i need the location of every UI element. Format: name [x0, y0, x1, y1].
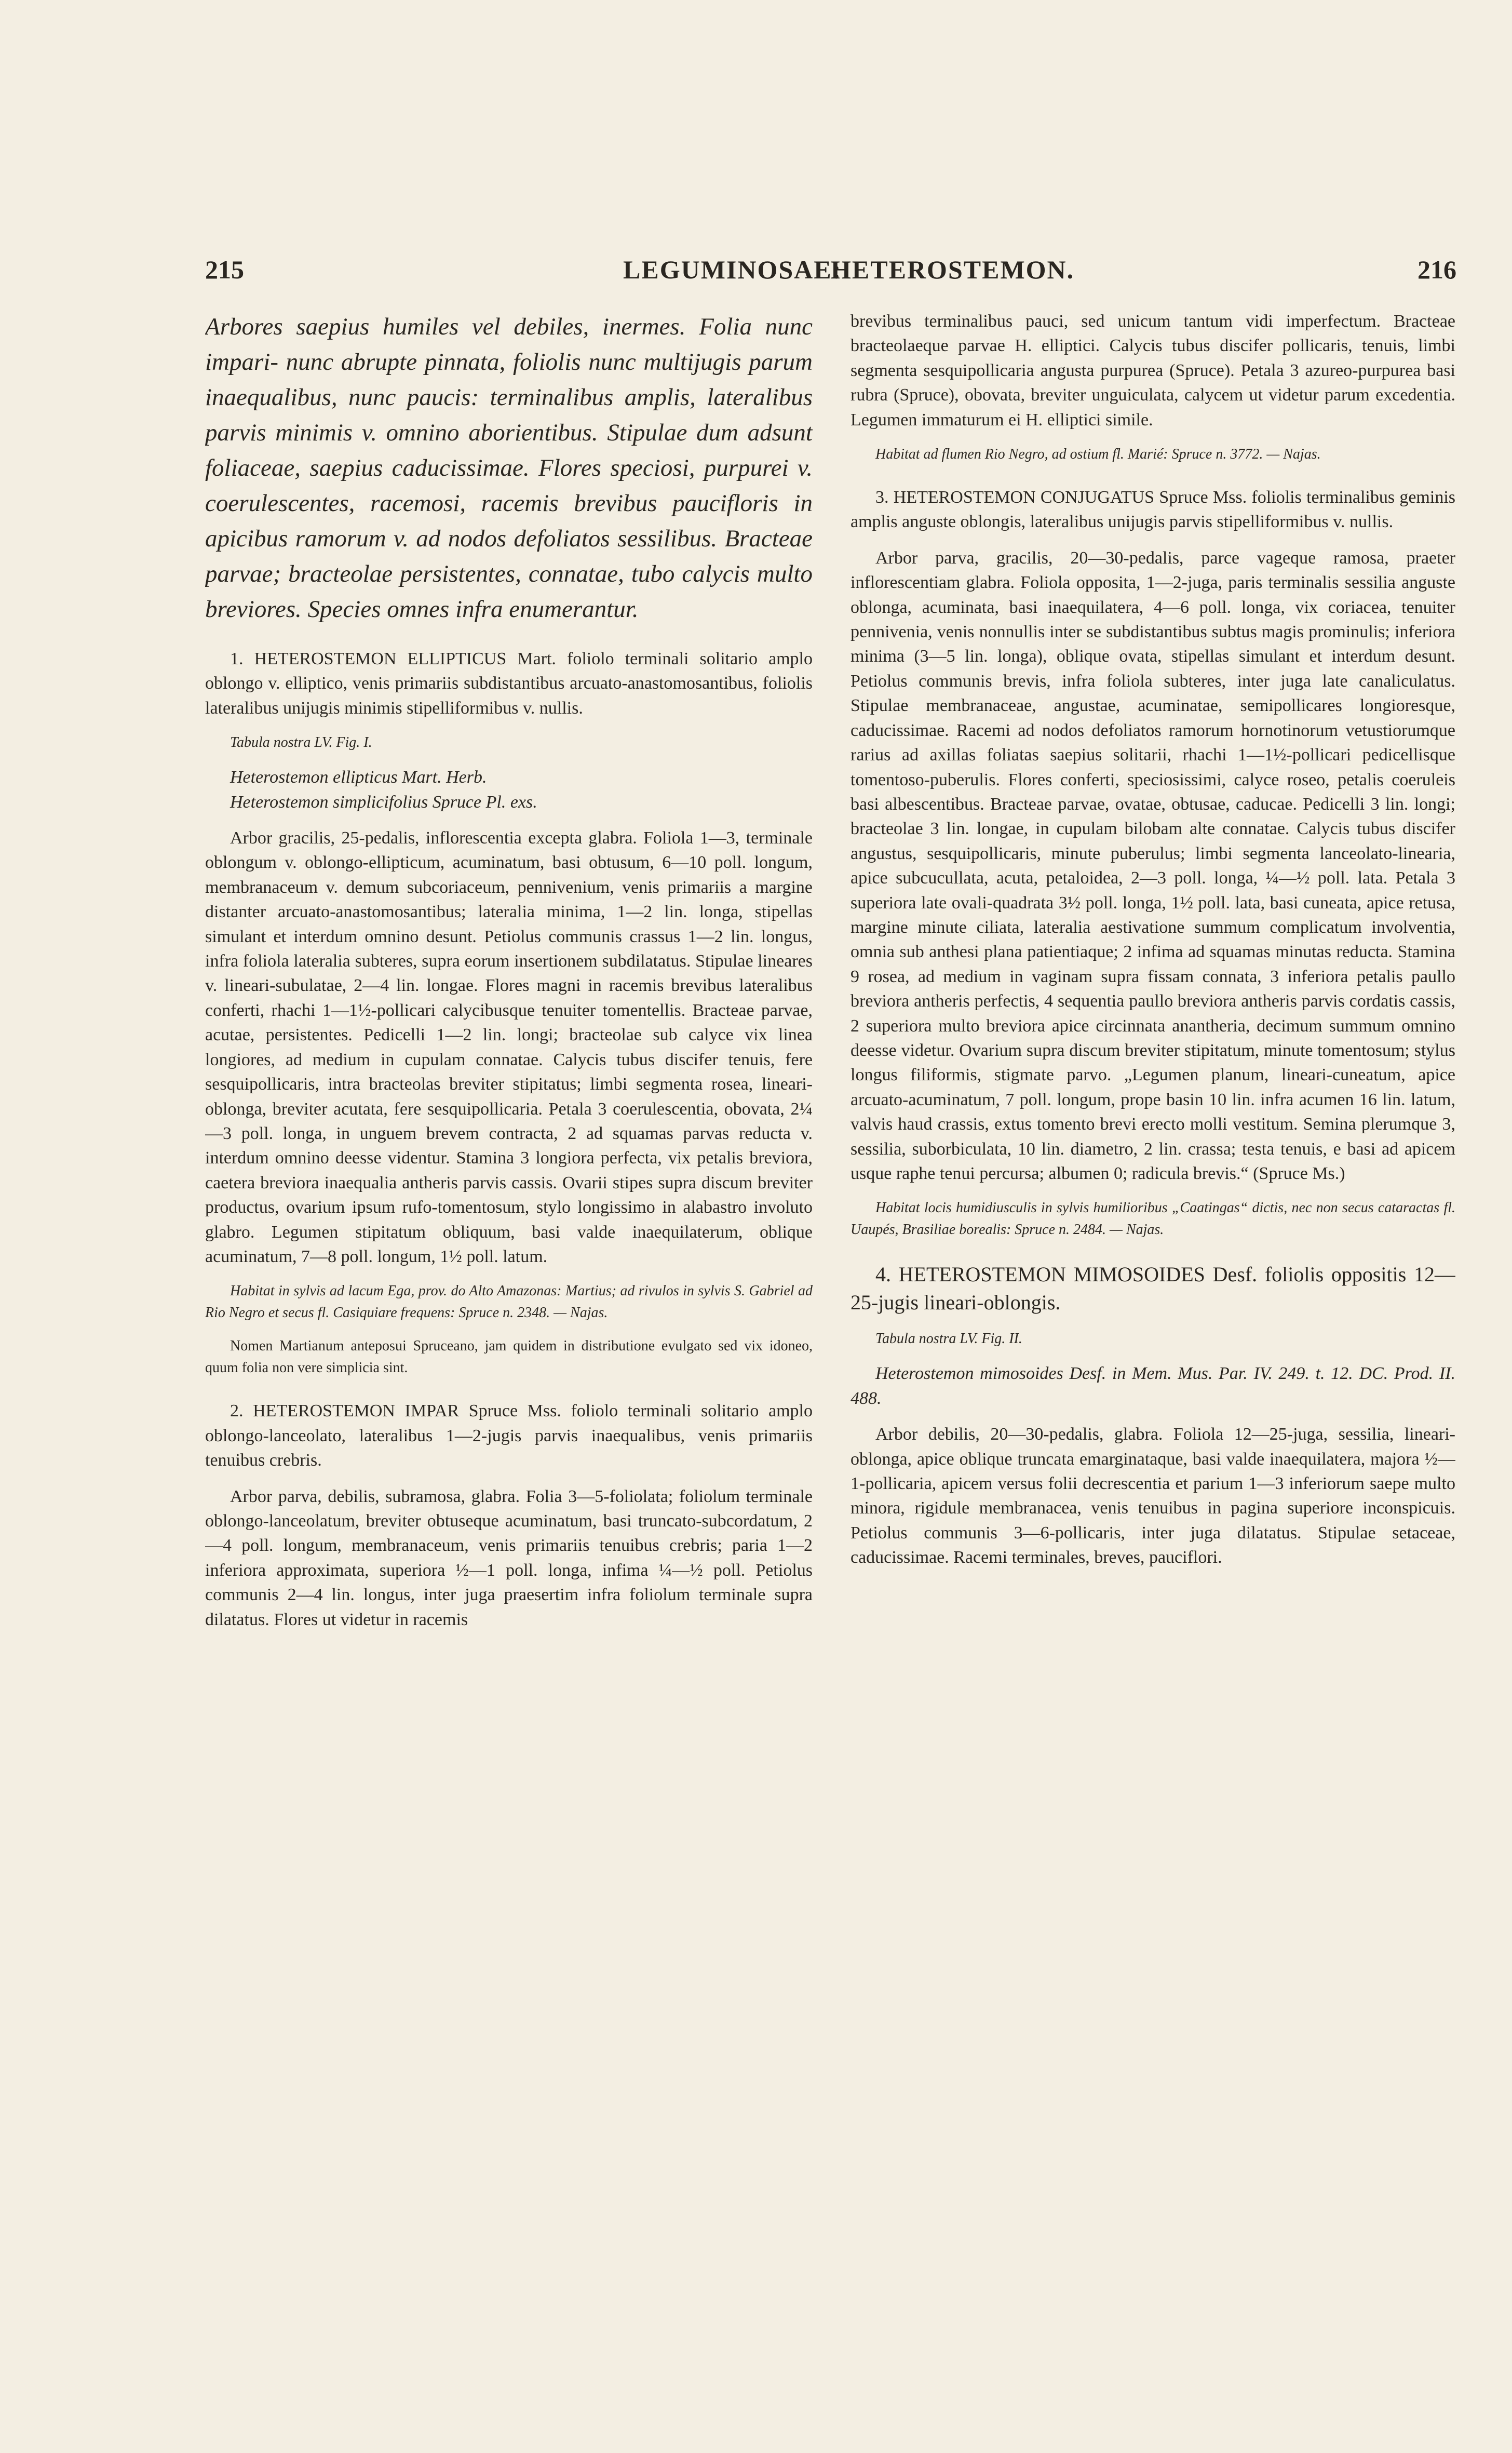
left-column	[205, 309, 813, 2220]
species-1-description: Arbor gracilis, 25-pedalis, inflorescentia excepta glabra. Foliola 1—3, terminale oblongum v. oblongo-ellipticum, acuminatum, basi obtusum, 6—10 poll. longum, membranaceum v. demum subcoriaceum, pennivenium, venis primariis a margine distanter arcuato-anastomosantibus; lateralia minima, 1—2 lin. longa, stipellas simulant et interdum omnino desunt. Petiolus communis crassus 1—2 lin. longus, infra foliola lateralia subteres, supra eorum insertionem subdilatatus. Stipulae lineares v. lineari-subulatae, 2—4 lin. longae. Flores magni in racemis brevibus lateralibus conferti, rhachi 1—1½-pollicari calycibusque tenuiter tomentellis. Bracteae parvae, acutae, persistentes. Pedicelli 1—2 lin. longi; bracteolae sub calyce vix linea longiores, ad medium in cupulam connatae. Calycis tubus discifer tenuis, fere sesquipollicaris, intra bracteolas breviter stipitatus; limbi segmenta rosea, lineari-oblonga, breviter acutata, fere sesquipollicaria. Petala 3 coerulescentia, obovata, 2¼—3 poll. longa, in unguem brevem contracta, 2 ad squamas parvas reducta v. interdum omnino deesse videntur. Stamina 3 longiora perfecta, vix petalis breviora, caetera breviora inaequalia antheris parvis cassis. Ovarii stipes supra discum breviter productus, ovarium ipsum rufo-tomentosum, stylo longissimo in alabastro involuto glabro. Legumen stipitatum obliquum, basi valde inaequilaterum, oblique acuminatum, 7—8 poll. longum, 1½ poll. latum.	[205, 828, 813, 1266]
page-number-left: 215	[205, 255, 244, 284]
species-1-heading: 1. HETEROSTEMON ELLIPTICUS Mart. foliolo terminali solitario amplo oblongo v. elliptico, venis primariis subdistantibus arcuato-anastomosantibus, foliolis lateralibus unijugis minimis stipelliformibus v. nullis.	[205, 649, 813, 718]
species-2-heading: 2. HETEROSTEMON IMPAR Spruce Mss. foliolo terminali solitario amplo oblongo-lanceolato, lateralibus 1—2-jugis parvis inaequalibus, venis primariis tenuibus crebris.	[205, 1401, 813, 1470]
species-4-heading: 4. HETEROSTEMON MIMOSOIDES Desf. foliolis oppositis 12—25-jugis lineari-oblongis.	[851, 1263, 1455, 1315]
species-2-continuation: brevibus terminalibus pauci, sed unicum tantum vidi imperfectum. Bracteae bracteolaeque parvae H. elliptici. Calycis tubus discifer pollicaris, tenuis, limbi segmenta sesquipollicaria angusta purpurea (Spruce). Petala 3 azureo-purpurea basi rubra (Spruce), obovata, breviter unguiculata, calycem ut videtur parum excedentia. Legumen immaturum ei H. elliptici simile.	[851, 312, 1455, 430]
species-1-synonym-2: Heterostemon simplicifolius Spruce Pl. exs.	[230, 792, 537, 812]
right-column	[851, 309, 1455, 2220]
species-3-heading: 3. HETEROSTEMON CONJUGATUS Spruce Mss. foliolis terminalibus geminis amplis anguste oblongis, lateralibus unijugis parvis stipelliformibus v. nullis.	[851, 488, 1455, 532]
running-header	[205, 254, 1456, 291]
page-number-right: 216	[1418, 255, 1456, 284]
running-title-right: HETEROSTEMON.	[831, 255, 1075, 284]
species-3-habitat: Habitat locis humidiusculis in sylvis humilioribus „Caatingas“ dictis, nec non secus cataractas fl. Uaupés, Brasiliae borealis: Spruce n. 2484. — Najas.	[851, 1200, 1455, 1238]
species-4-tabula: Tabula nostra LV. Fig. II.	[875, 1331, 1022, 1347]
running-title-left: LEGUMINOSAE:	[623, 255, 842, 284]
species-2-description: Arbor parva, debilis, subramosa, glabra. Folia 3—5-foliolata; foliolum terminale oblongo-lanceolatum, breviter obtuseque acuminatum, basi truncato-subcordatum, 2—4 poll. longum, membranaceum, venis primariis tenuibus crebris; paria 1—2 inferiora approximata, superiora ½—1 poll. longa, infima ¼—½ poll. Petiolus communis 2—4 lin. longus, inter juga praesertim infra foliolum terminale supra dilatatus. Flores ut videtur in racemis	[205, 1486, 813, 1629]
species-1-synonym-1: Heterostemon ellipticus Mart. Herb.	[230, 768, 487, 787]
species-2-habitat: Habitat ad flumen Rio Negro, ad ostium fl. Marié: Spruce n. 3772. — Najas.	[875, 446, 1321, 463]
species-3-description: Arbor parva, gracilis, 20—30-pedalis, parce vageque ramosa, praeter inflorescentiam glabra. Foliola opposita, 1—2-juga, paris terminalis sessilia anguste oblonga, acuminata, basi inaequilatera, 4—6 poll. longa, vix coriacea, tenuiter pennivenia, venis nonnullis inter se subdistantibus subtus magis prominulis; inferiora minima (3—5 lin. longa), oblique ovata, stipellas simulant et interdum desunt. Petiolus communis brevis, infra foliola subteres, inter juga late canaliculatus. Stipulae membranaceae, angustae, acuminatae, semipollicares longioresque, caducissimae. Racemi ad nodos defoliatos ramorum hornotinorum vetustiorumque rarius ad axillas foliatas saepius solitarii, rhachi 1—1½-pollicari pedicellisque tomentoso-puberulis. Flores conferti, speciosissimi, calyce roseo, petalis coeruleis basi albescentibus. Bracteae parvae, ovatae, obtusae, caducae. Pedicelli 3 lin. longi; bracteolae 3 lin. longae, in cupulam bilobam alte connatae. Calycis tubus discifer angustus, sesquipollicaris, minute puberulus; limbi segmenta lanceolato-linearia, apice subcucullata, acuta, petaloidea, 2—3 poll. longa, ¼—½ poll. lata. Petala 3 superiora late ovali-quadrata 3½ poll. longa, 1½ poll. lata, basi cuneata, apice retusa, margine minute ciliata, lateralia aestivatione summum complicatum involventia, omnia sub anthesi plana patientiaque; 2 infima ad squamas minutas reducta. Stamina 9 rosea, ad medium in vaginam supra fissam connata, 3 inferiora petalis paullo breviora antheris perfectis, 4 sequentia paullo breviora antheris parvis cordatis cassis, 2 superiora multo breviora apice circinnata anantheria, decimum summum omnino deesse videtur. Ovarium supra discum breviter stipitatum, minute tomentosum; stylus longus filiformis, stigmate parvo. „Legumen planum, lineari-cuneatum, apice arcuato-acuminatum, 7 poll. longum, prope basin 10 lin. infra acumen 16 lin. latum, valvis haud crassis, extus tomento brevi erecto molli vestitum. Semina plerumque 3, sessilia, suborbiculata, 10 lin. diametro, 2 lin. crassa; testa tenuis, e basi ad apicem usque raphe tenui percursa; albumen 0; radicula brevis.“ (Spruce Ms.)	[851, 548, 1455, 1183]
species-4-description: Arbor debilis, 20—30-pedalis, glabra. Foliola 12—25-juga, sessilia, lineari-oblonga, apice oblique truncata emarginataque, basi valde inaequilatera, majora ½—1-pollicaria, apicem versus folii decrescentia et parium 1—3 inferiorum saepe multo minora, rigidule membranacea, venis tenuibus in pagina superiore inconspicuis. Petiolus communis 3—6-pollicaris, inter juga dilatatus. Stipulae setaceae, caducissimae. Racemi terminales, breves, pauciflori.	[851, 1425, 1455, 1567]
species-1-note: Nomen Martianum anteposui Spruceano, jam quidem in distributione evulgato sed vix idoneo, quum folia non vere simplicia sint.	[205, 1338, 813, 1376]
species-1-habitat: Habitat in sylvis ad lacum Ega, prov. do Alto Amazonas: Martius; ad rivulos in sylvis S. Gabriel ad Rio Negro et secus fl. Casiquiare frequens: Spruce n. 2348. — Najas.	[205, 1283, 813, 1321]
genus-intro: Arbores saepius humiles vel debiles, inermes. Folia nunc impari- nunc abrupte pinnata, foliolis nunc multijugis parum inaequalibus, nunc paucis: terminalibus amplis, lateralibus parvis minimis v. omnino aborientibus. Stipulae dum adsunt foliaceae, saepius caducissimae. Flores speciosi, purpurei v. coerulescentes, racemosi, racemis brevibus paucifloris in apicibus ramorum v. ad nodos defoliatos sessilibus. Bracteae parvae; bracteolae persistentes, connatae, tubo calycis multo breviores. Species omnes infra enumerantur.	[205, 313, 813, 623]
species-4-synonym: Heterostemon mimosoides Desf. in Mem. Mus. Par. IV. 249. t. 12. DC. Prod. II. 488.	[851, 1364, 1455, 1408]
species-1-tabula: Tabula nostra LV. Fig. I.	[230, 734, 372, 751]
